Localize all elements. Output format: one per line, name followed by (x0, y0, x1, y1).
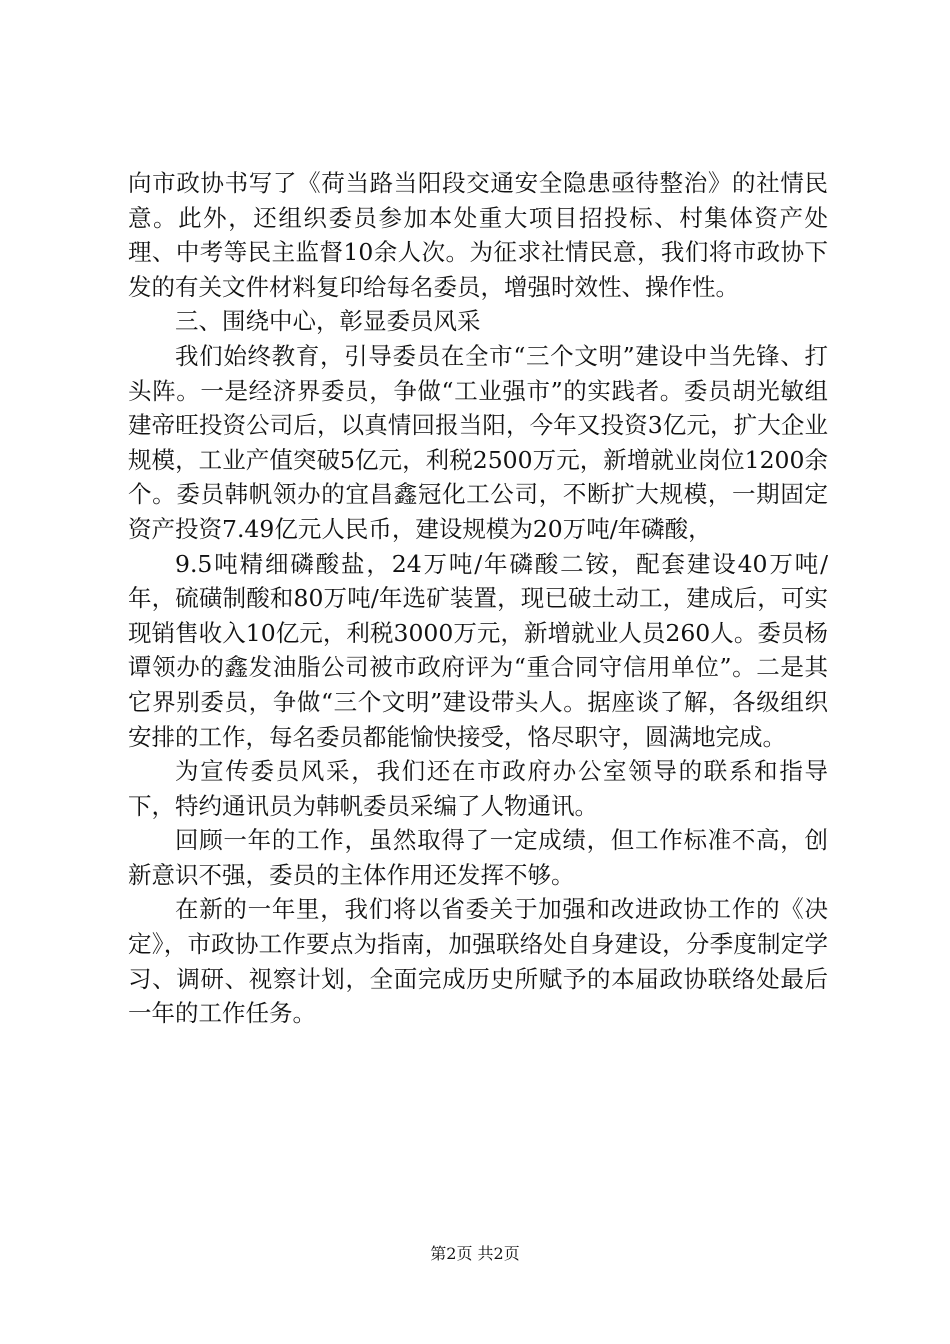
paragraph-review: 回顾一年的工作，虽然取得了一定成绩，但工作标准不高，创新意识不强，委员的主体作用还发挥不够。 (128, 826, 828, 889)
page-footer: 第2页 共2页 (430, 1244, 520, 1263)
paragraph-publicity: 为宣传委员风采，我们还在市政府办公室领导的联系和指导下，特约通讯员为韩帆委员采编了人物通讯。 (128, 757, 828, 820)
section-heading: 三、围绕中心，彰显委员风采 (175, 307, 481, 336)
document-body (128, 166, 828, 1031)
paragraph-project-details: 9.5吨精细磷酸盐，24万吨/年磷酸二铵，配套建设40万吨/年，硫磺制酸和80万吨/年选矿装置，现已破土动工，建成后，可实现销售收入10亿元，利税3000万元，新增就业人员260人。委员杨谭领办的鑫发油脂公司被市政府评为“重合同守信用单位”。二是其它界别委员，争做“三个文明”建设带头人。据座谈了解，各级组织安排的工作，每名委员都能愉快接受，恪尽职守，圆满地完成。 (128, 549, 828, 751)
paragraph-continuation: 向市政协书写了《荷当路当阳段交通安全隐患亟待整治》的社情民意。此外，还组织委员参加本处重大项目招投标、村集体资产处理、中考等民主监督10余人次。为征求社情民意，我们将市政协下发的有关文件材料复印给每名委员，增强时效性、操作性。 (128, 169, 828, 301)
paragraph-economic-members: 我们始终教育，引导委员在全市“三个文明”建设中当先锋、打头阵。一是经济界委员，争做“工业强市”的实践者。委员胡光敏组建帝旺投资公司后，以真情回报当阳，今年又投资3亿元，扩大企业规模，工业产值突破5亿元，利税2500万元，新增就业岗位1200余个。委员韩帆领办的宜昌鑫冠化工公司，不断扩大规模，一期固定资产投资7.49亿元人民币，建设规模为20万吨/年磷酸， (128, 341, 828, 543)
paragraph-new-year-plan: 在新的一年里，我们将以省委关于加强和改进政协工作的《决定》，市政协工作要点为指南，加强联络处自身建设，分季度制定学习、调研、视察计划，全面完成历史所赋予的本届政协联络处最后一年的工作任务。 (128, 895, 828, 1028)
